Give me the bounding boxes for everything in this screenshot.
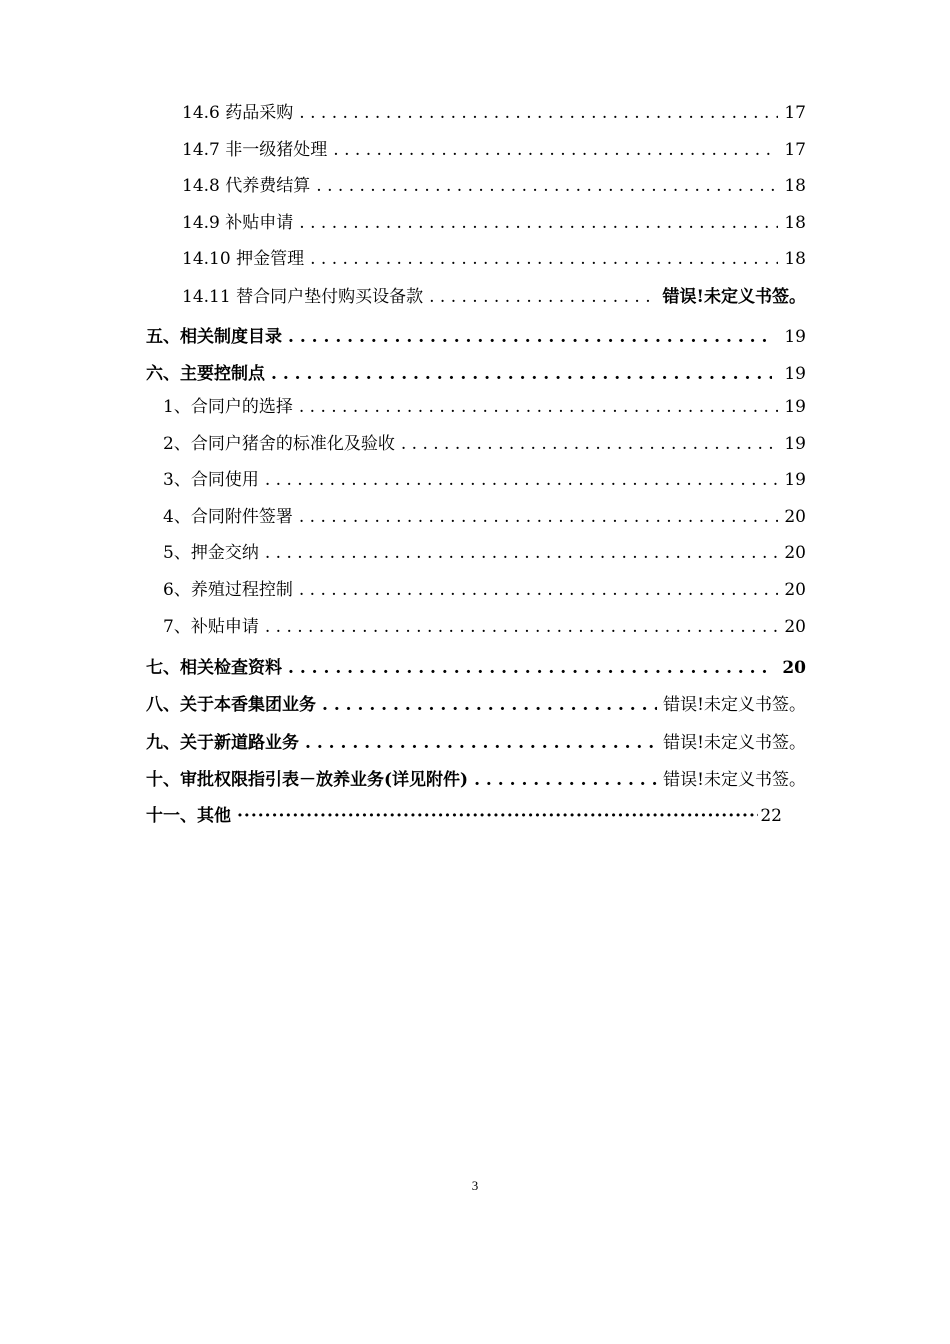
toc-entry-page: 18 — [784, 249, 806, 269]
toc-entry-page: 17 — [784, 103, 806, 123]
toc-leader-dots — [299, 100, 778, 126]
toc-entry-page: 20 — [784, 507, 806, 527]
toc-entry-page: 18 — [784, 176, 806, 196]
toc-leader-dots — [322, 692, 657, 718]
toc-entry-14-10[interactable] — [182, 246, 806, 272]
toc-entry-page: 20 — [784, 580, 806, 600]
toc-leader-dots — [237, 803, 758, 829]
toc-leader-dots — [305, 730, 657, 756]
toc-section-page: 19 — [784, 364, 806, 384]
toc-leader-dots — [316, 173, 778, 199]
toc-entry-page: 17 — [784, 140, 806, 160]
toc-entry-control-3[interactable] — [163, 467, 806, 493]
toc-section-label: 十一、其他 — [146, 806, 231, 826]
toc-section-label: 七、相关检查资料 — [146, 658, 282, 678]
toc-entry-label: 2、合同户猪舍的标准化及验收 — [163, 434, 395, 454]
toc-leader-dots — [333, 137, 778, 163]
toc-entry-control-1[interactable] — [163, 394, 806, 420]
toc-section-label: 十、审批权限指引表－放养业务(详见附件) — [146, 770, 469, 790]
toc-section-8[interactable] — [146, 692, 806, 718]
toc-section-5[interactable] — [146, 324, 806, 350]
toc-entry-control-4[interactable] — [163, 504, 806, 530]
toc-entry-control-7[interactable] — [163, 614, 806, 640]
toc-entry-14-7[interactable] — [182, 137, 806, 163]
toc-entry-control-2[interactable] — [163, 431, 806, 457]
toc-entry-page: 19 — [784, 397, 806, 417]
toc-entry-label: 14.11 替合同户垫付购买设备款 — [182, 287, 424, 307]
toc-section-page: 19 — [784, 327, 806, 347]
toc-leader-dots — [265, 467, 779, 493]
toc-leader-dots — [265, 540, 779, 566]
toc-entry-page: 19 — [784, 434, 806, 454]
toc-leader-dots — [429, 284, 656, 310]
toc-leader-dots — [299, 577, 779, 603]
toc-entry-page: 20 — [784, 543, 806, 563]
toc-entry-page: 20 — [784, 617, 806, 637]
toc-entry-label: 4、合同附件签署 — [163, 507, 293, 527]
toc-entry-page: 18 — [784, 213, 806, 233]
toc-entry-label: 14.9 补贴申请 — [182, 213, 294, 233]
toc-entry-label: 14.10 押金管理 — [182, 249, 305, 269]
toc-section-9[interactable] — [146, 730, 806, 756]
toc-section-page: 错误!未定义书签。 — [663, 695, 806, 715]
toc-entry-14-11[interactable] — [182, 284, 806, 310]
toc-entry-control-5[interactable] — [163, 540, 806, 566]
toc-section-label: 五、相关制度目录 — [146, 327, 282, 347]
toc-entry-label: 7、补贴申请 — [163, 617, 259, 637]
toc-entry-label: 14.8 代养费结算 — [182, 176, 311, 196]
toc-section-page: 22 — [760, 806, 782, 826]
toc-entry-14-9[interactable] — [182, 210, 806, 236]
toc-leader-dots — [271, 361, 772, 387]
toc-section-label: 六、主要控制点 — [146, 364, 265, 384]
toc-section-7[interactable] — [146, 655, 806, 681]
toc-section-page: 20 — [782, 658, 806, 678]
toc-entry-14-6[interactable] — [182, 100, 806, 126]
toc-entry-label: 3、合同使用 — [163, 470, 259, 490]
toc-leader-dots — [299, 394, 779, 420]
toc-entry-control-6[interactable] — [163, 577, 806, 603]
toc-leader-dots — [288, 655, 772, 681]
toc-section-6[interactable] — [146, 361, 806, 387]
toc-section-11[interactable] — [146, 803, 782, 829]
page-number: 3 — [471, 1178, 479, 1193]
toc-leader-dots — [474, 767, 657, 793]
toc-entry-label: 14.6 药品采购 — [182, 103, 294, 123]
toc-section-label: 八、关于本香集团业务 — [146, 695, 316, 715]
toc-entry-14-8[interactable] — [182, 173, 806, 199]
toc-entry-page: 19 — [784, 470, 806, 490]
toc-leader-dots — [265, 614, 779, 640]
toc-entry-label: 6、养殖过程控制 — [163, 580, 293, 600]
toc-entry-label: 5、押金交纳 — [163, 543, 259, 563]
toc-leader-dots — [401, 431, 779, 457]
toc-entry-page: 错误!未定义书签。 — [662, 287, 806, 307]
toc-leader-dots — [299, 504, 779, 530]
toc-leader-dots — [310, 246, 778, 272]
toc-entry-label: 1、合同户的选择 — [163, 397, 293, 417]
toc-leader-dots — [299, 210, 778, 236]
toc-section-page: 错误!未定义书签。 — [663, 733, 806, 753]
toc-leader-dots — [288, 324, 772, 350]
toc-section-label: 九、关于新道路业务 — [146, 733, 299, 753]
toc-section-10[interactable] — [146, 767, 806, 793]
toc-entry-label: 14.7 非一级猪处理 — [182, 140, 328, 160]
toc-section-page: 错误!未定义书签。 — [663, 770, 806, 790]
